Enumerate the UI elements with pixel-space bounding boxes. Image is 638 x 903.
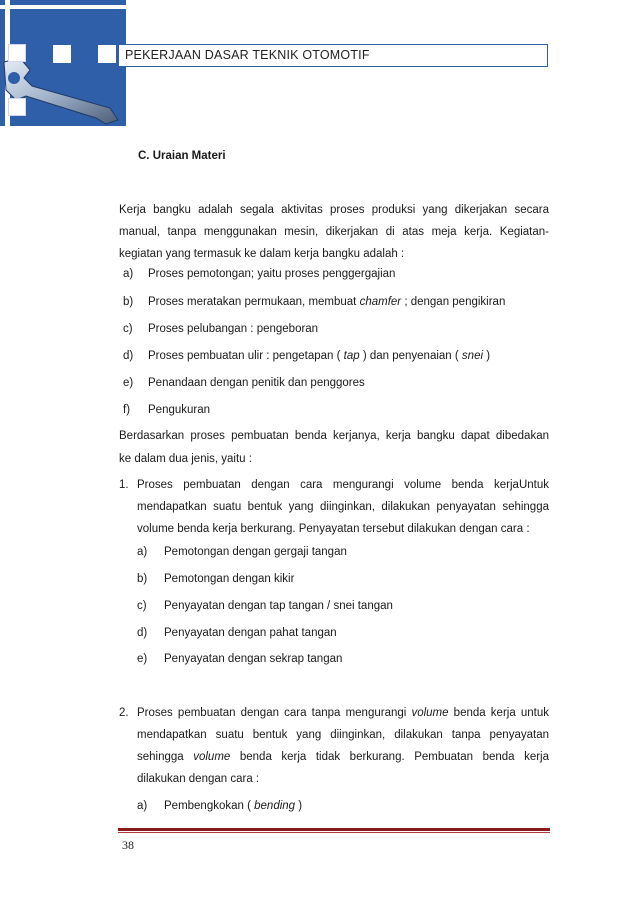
list-marker: d) (123, 350, 134, 362)
list-text: Proses pembuatan ulir : pengetapan ( tap ) dan penyenaian ( snei ) (148, 350, 491, 362)
item2-marker: 2. (119, 707, 129, 719)
list-marker: a) (137, 800, 148, 812)
list-text: Pembengkokan ( bending ) (164, 800, 303, 812)
list-marker: c) (137, 600, 147, 612)
list-text: Pemotongan dengan kikir (164, 573, 295, 585)
para2-line-2: ke dalam dua jenis, yaitu : (119, 453, 252, 465)
list-text: Proses pelubangan : pengeboran (148, 323, 319, 335)
intro-line-2: manual, tanpa menggunakan mesin, dikerjakan di atas meja kerja. Kegiatan- (119, 226, 549, 238)
item1-line-1: Proses pembuatan dengan cara mengurangi volume benda kerjaUntuk (137, 479, 549, 491)
list-marker: e) (123, 377, 134, 389)
item1-marker: 1. (119, 479, 129, 491)
item2-line-2: mendapatkan suatu bentuk yang diinginkan, dilakukan tanpa penyayatan (137, 729, 549, 741)
item2-line-1: Proses pembuatan dengan cara tanpa mengurangi volume benda kerja untuk (137, 707, 549, 719)
list-marker: a) (137, 546, 148, 558)
list-text: Penyayatan dengan sekrap tangan (164, 653, 343, 665)
item1-line-3: volume benda kerja berkurang. Penyayatan tersebut dilakukan dengan cara : (137, 523, 530, 535)
list-marker: d) (137, 627, 148, 639)
list-text: Proses pemotongan; yaitu proses penggergajian (148, 268, 396, 280)
footer-rule-thin (118, 832, 550, 833)
list-marker: b) (123, 296, 134, 308)
list-text: Proses meratakan permukaan, membuat chamfer ; dengan pengikiran (148, 296, 506, 308)
list-text: Penyayatan dengan tap tangan / snei tangan (164, 600, 393, 612)
list-marker: a) (123, 268, 134, 280)
list-marker: f) (123, 404, 131, 416)
para2-line-1: Berdasarkan proses pembuatan benda kerjanya, kerja bangku dapat dibedakan (119, 430, 549, 442)
item2-line-3: sehingga volume benda kerja tidak berkurang. Pembuatan benda kerja (137, 751, 550, 763)
item1-line-2: mendapatkan suatu bentuk yang diinginkan, dilakukan penyayatan sehingga (137, 501, 549, 513)
header-square-3 (52, 44, 72, 64)
list-text: Pengukuran (148, 404, 211, 416)
list-text: Penandaan dengan penitik dan penggores (148, 377, 365, 389)
header-square-2 (8, 44, 26, 62)
intro-line-3: kegiatan yang termasuk ke dalam kerja bangku adalah : (119, 248, 405, 260)
footer-rule-thick (118, 828, 550, 831)
intro-line-1: Kerja bangku adalah segala aktivitas proses produksi yang dikerjakan secara (119, 204, 549, 216)
header-square-1 (8, 98, 26, 116)
section-heading: C. Uraian Materi (138, 150, 226, 162)
list-marker: e) (137, 653, 148, 665)
header-title: PEKERJAAN DASAR TEKNIK OTOMOTIF (118, 44, 548, 67)
list-text: Penyayatan dengan pahat tangan (164, 627, 337, 639)
header-square-4 (97, 44, 117, 64)
list-marker: b) (137, 573, 148, 585)
list-text: Pemotongan dengan gergaji tangan (164, 546, 347, 558)
page-number: 38 (122, 838, 134, 852)
list-marker: c) (123, 323, 133, 335)
item2-line-4: dilakukan dengan cara : (137, 773, 260, 785)
